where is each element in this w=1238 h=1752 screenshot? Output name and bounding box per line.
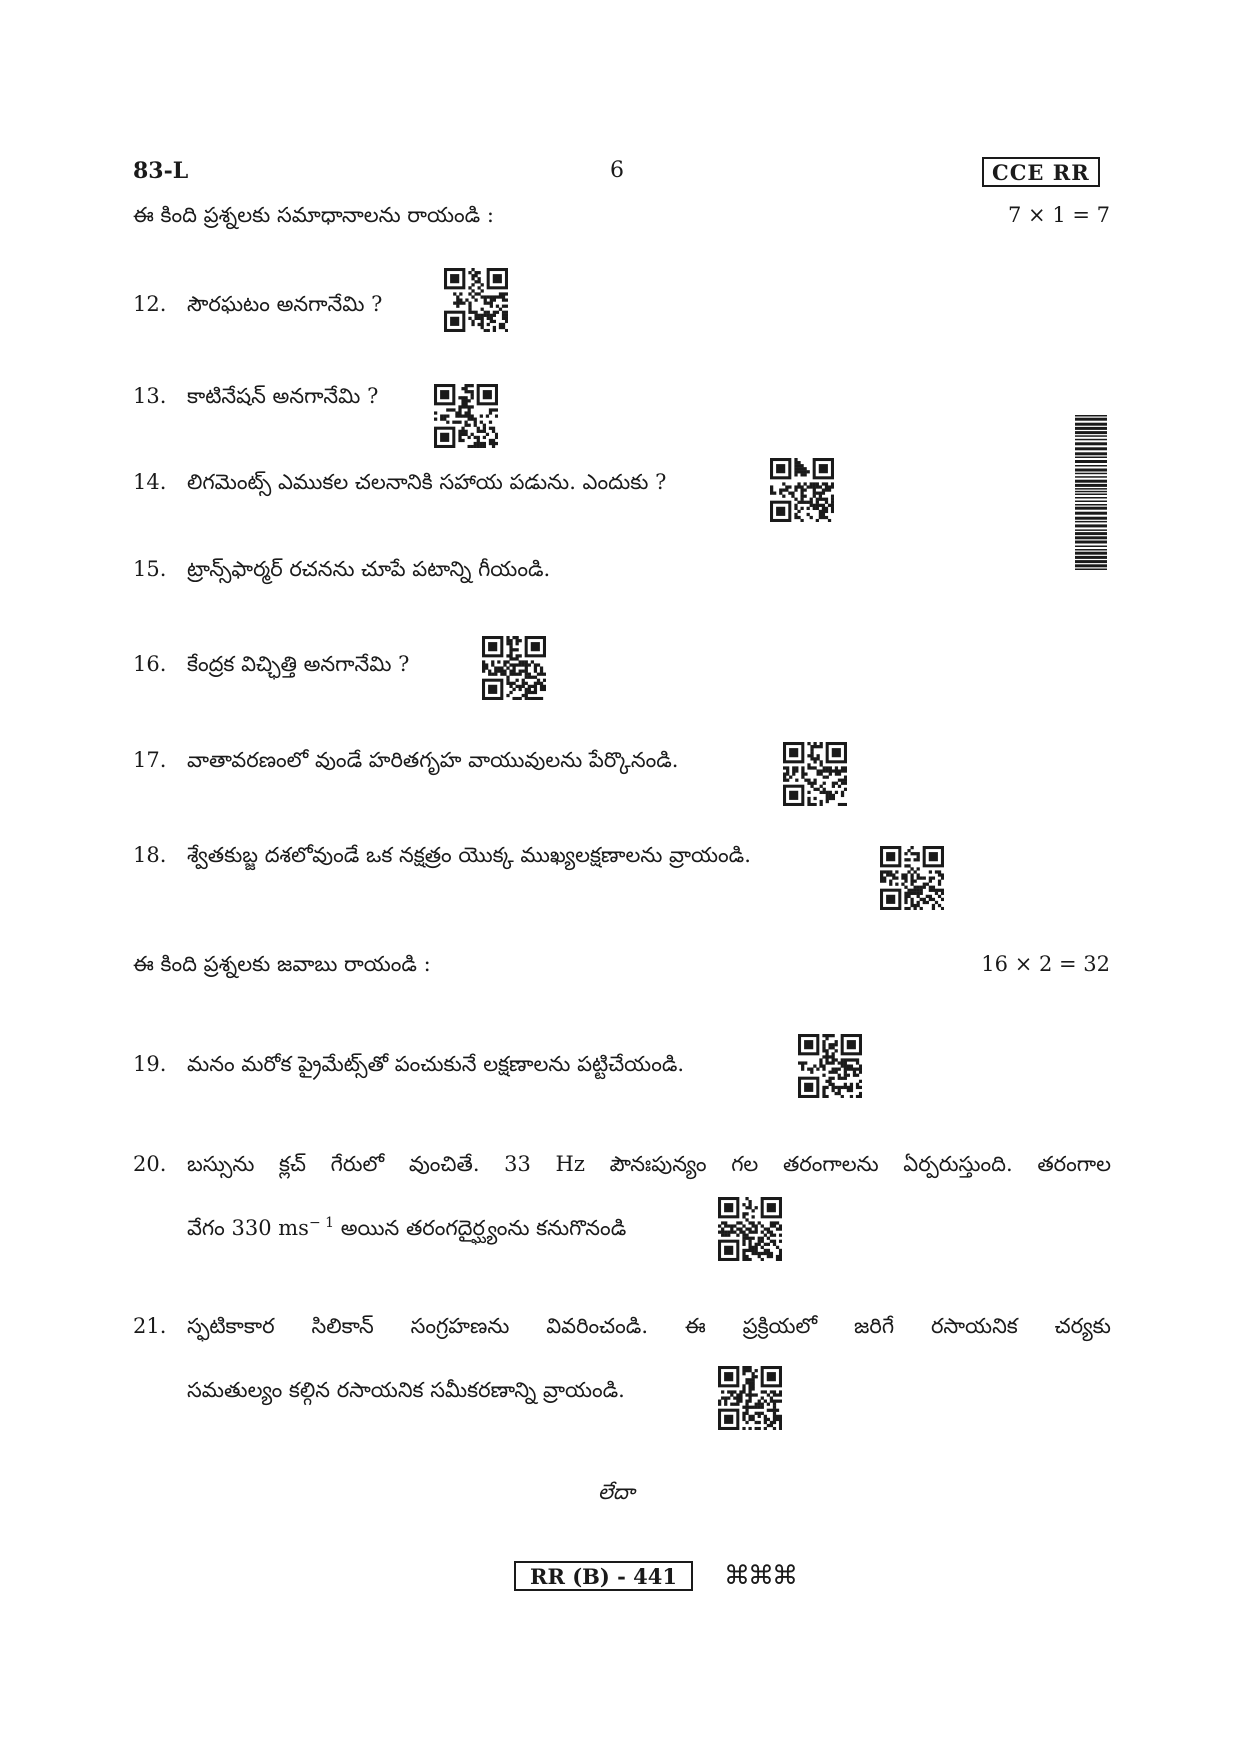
section-instruction-1: ఈ కింది ప్రశ్నలకు సమాధానాలను రాయండి : (133, 203, 494, 227)
question-number: 18. (133, 843, 167, 867)
question-14 (133, 470, 666, 500)
question-number: 20. (133, 1152, 167, 1176)
qr-code-icon (880, 846, 944, 910)
word: వుంచితే. (408, 1152, 480, 1176)
word: స్ఫటికాకార (187, 1314, 275, 1338)
word: జరిగే (854, 1314, 895, 1338)
question-12 (133, 292, 382, 322)
section-instruction-2: ఈ కింది ప్రశ్నలకు జవాబు రాయండి : (133, 952, 431, 976)
section-marks-1: 7 × 1 = 7 (1008, 203, 1110, 227)
footer-code-box: RR (B) - 441 (514, 1561, 693, 1591)
qr-code-icon (434, 384, 498, 448)
word: Hz (555, 1152, 585, 1176)
word: బస్సును (187, 1152, 255, 1176)
question-text: సౌరఘటం అనగానేమి ? (187, 292, 383, 316)
question-text-line-1 (187, 1152, 1111, 1182)
question-16 (133, 652, 409, 682)
word: ఏర్పరుస్తుంది. (903, 1152, 1013, 1176)
exam-type-box: CCE RR (982, 157, 1100, 187)
qr-code-icon (798, 1034, 862, 1098)
question-20-line-2 (187, 1215, 626, 1246)
ornament-icon: ⌘⌘⌘ (724, 1561, 796, 1591)
qr-code-icon (482, 636, 546, 700)
question-17 (133, 748, 678, 778)
question-number: 19. (133, 1052, 167, 1076)
paper-code: 83-L (133, 158, 189, 184)
word: ప్రక్రియలో (742, 1314, 818, 1338)
qr-code-icon (783, 742, 847, 806)
question-number: 12. (133, 292, 167, 316)
question-number: 21. (133, 1314, 167, 1338)
question-number: 16. (133, 652, 167, 676)
question-text-line-1 (187, 1314, 1111, 1344)
question-21 (133, 1314, 1111, 1344)
section-marks-2: 16 × 2 = 32 (981, 952, 1110, 976)
word: ఈ (684, 1314, 706, 1338)
word: పౌనఃపున్యం (609, 1152, 707, 1176)
word: చర్యకు (1054, 1314, 1111, 1338)
page-number: 6 (610, 158, 624, 183)
question-18 (133, 843, 751, 873)
qr-code-icon (770, 458, 834, 522)
question-20 (133, 1152, 1111, 1182)
question-text: వేగం 330 ms (187, 1216, 309, 1240)
question-text: వాతావరణంలో వుండే హరితగృహ వాయువులను పేర్కొనండి. (187, 748, 679, 772)
word: సంగ్రహణను (410, 1314, 510, 1338)
or-separator: లేదా (598, 1480, 635, 1504)
word: వివరించండి. (546, 1314, 649, 1338)
word: 33 (504, 1152, 531, 1176)
question-text: ట్రాన్స్‌ఫార్మర్ రచనను చూపే పటాన్ని గీయండి. (187, 557, 551, 581)
word: రసాయనిక (930, 1314, 1018, 1338)
question-text: శ్వేతకుబ్జ దశలోవుండే ఒక నక్షత్రం యొక్క ముఖ్యలక్షణాలను వ్రాయండి. (187, 843, 751, 867)
word: క్లచ్ (279, 1152, 306, 1176)
question-number: 13. (133, 384, 167, 408)
qr-code-icon (718, 1197, 782, 1261)
question-number: 14. (133, 470, 167, 494)
question-text: లిగమెంట్స్ ఎముకల చలనానికి సహాయ పడును. ఎందుకు ? (187, 470, 667, 494)
question-number: 17. (133, 748, 167, 772)
superscript: − 1 (308, 1215, 335, 1231)
question-19 (133, 1052, 684, 1082)
question-number: 15. (133, 557, 167, 581)
barcode-icon (1075, 415, 1107, 570)
word: తరంగాల (1037, 1152, 1111, 1176)
question-15 (133, 557, 550, 587)
question-text: కాటినేషన్ అనగానేమి ? (187, 384, 379, 408)
word: గేరులో (330, 1152, 385, 1176)
qr-code-icon (718, 1366, 782, 1430)
word: సిలికాన్ (311, 1314, 374, 1338)
question-text: అయిన తరంగదైర్ఘ్యంను కనుగొనండి (334, 1216, 627, 1240)
word: గల (731, 1152, 759, 1176)
question-text: కేంద్రక విచ్ఛిత్తి అనగానేమి ? (187, 652, 410, 676)
word: తరంగాలను (782, 1152, 879, 1176)
question-13 (133, 384, 378, 414)
qr-code-icon (444, 268, 508, 332)
question-text: మనం మరోక ప్రైమేట్స్‌తో పంచుకునే లక్షణాలను పట్టిచేయండి. (187, 1052, 685, 1076)
question-21-line-2: సమతుల్యం కల్గిన రసాయనిక సమీకరణాన్ని వ్రాయండి. (187, 1378, 625, 1402)
